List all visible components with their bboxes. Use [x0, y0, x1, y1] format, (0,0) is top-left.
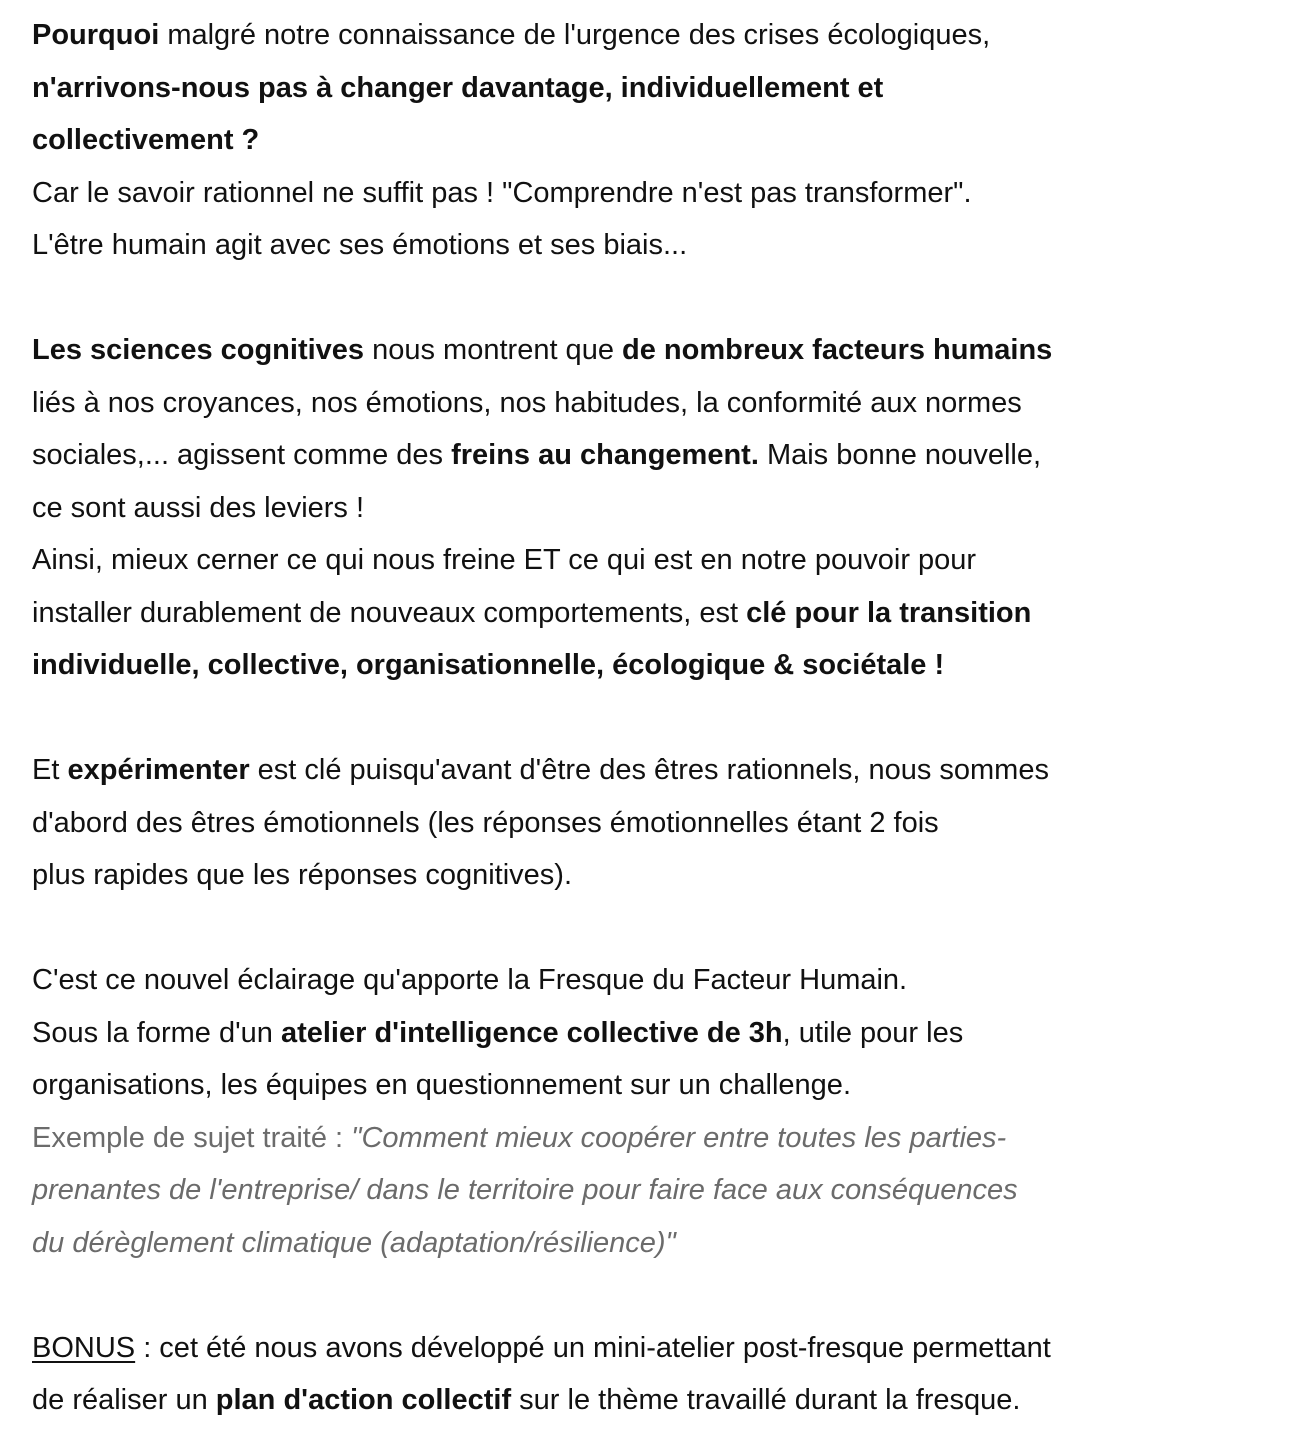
- text-line: [32, 797, 1052, 850]
- text-line: [32, 167, 1052, 220]
- text: sur le thème travaillé durant la fresque.: [511, 1384, 1021, 1416]
- underlined-text: BONUS: [32, 1331, 136, 1364]
- text-line: [32, 849, 1052, 902]
- text-line: [32, 744, 1052, 797]
- example-text: du dérèglement climatique (adaptation/résilience)": [32, 1226, 676, 1259]
- bold-text: atelier d'intelligence collective de 3h: [280, 1016, 783, 1049]
- text-line: [32, 429, 1052, 482]
- text-line: [32, 587, 1052, 640]
- text-line: [32, 482, 1052, 535]
- bold-text: plan d'action collectif: [215, 1384, 512, 1416]
- text: sociales,... agissent comme des: [32, 439, 452, 471]
- text: ce sont aussi des leviers !: [32, 491, 365, 524]
- text: L'être humain agit avec ses émotions et ses biais...: [32, 229, 688, 261]
- text: installer durablement de nouveaux comportements, est: [32, 596, 747, 629]
- example-text: Exemple de sujet traité :: [32, 1121, 352, 1154]
- text: de réaliser un: [32, 1384, 216, 1416]
- text: Et: [32, 754, 68, 786]
- blank-line: [32, 1269, 1052, 1322]
- text-line: [32, 1374, 1052, 1427]
- text-line: [32, 324, 1052, 377]
- bold-text: Pourquoi: [32, 19, 160, 51]
- text: C'est ce nouvel éclairage qu'apporte la Fresque du Facteur Humain.: [32, 964, 908, 996]
- bold-text: freins au changement.: [451, 439, 759, 471]
- text: nous montrent que: [364, 334, 623, 366]
- text-line: [32, 1217, 1052, 1270]
- text: Car le savoir rationnel ne suffit pas ! "Comprendre n'est pas transformer".: [32, 176, 972, 209]
- text-line: [32, 639, 1052, 692]
- blank-line: [32, 272, 1052, 325]
- text-line: [32, 9, 1052, 62]
- bold-text: n'arrivons-nous pas à changer davantage, individuellement et: [32, 71, 884, 104]
- bold-text: clé pour la transition: [746, 596, 1032, 629]
- text: : cet été nous avons développé un mini-atelier post-fresque permettant: [135, 1331, 1051, 1364]
- text-line: [32, 1112, 1052, 1165]
- text-line: [32, 1322, 1052, 1375]
- text-line: [32, 219, 1052, 272]
- text: Sous la forme d'un: [32, 1016, 281, 1049]
- text: Mais bonne nouvelle,: [758, 439, 1042, 471]
- blank-line: [32, 902, 1052, 955]
- bold-text: collectivement ?: [32, 124, 260, 156]
- text: Ainsi, mieux cerner ce qui nous freine ET ce qui est en notre pouvoir pour: [32, 544, 977, 576]
- bold-text: individuelle, collective, organisationnelle, écologique & sociétale !: [32, 649, 945, 681]
- bold-text: de nombreux facteurs humains: [622, 334, 1053, 366]
- text-line: [32, 534, 1052, 587]
- text-line: [32, 1007, 1052, 1060]
- text: plus rapides que les réponses cognitives).: [32, 859, 573, 891]
- text-line: [32, 62, 1052, 115]
- text: liés à nos croyances, nos émotions, nos habitudes, la conformité aux normes: [32, 386, 1022, 419]
- text-line: [32, 1059, 1052, 1112]
- text-line: [32, 114, 1052, 167]
- text: malgré notre connaissance de l'urgence des crises écologiques,: [159, 19, 991, 51]
- text: est clé puisqu'avant d'être des êtres rationnels, nous sommes: [249, 754, 1049, 786]
- blank-line: [32, 692, 1052, 745]
- article-body: [32, 9, 1052, 1427]
- example-text: "Comment mieux coopérer entre toutes les parties-: [351, 1121, 1007, 1154]
- text-line: [32, 1164, 1052, 1217]
- text: d'abord des êtres émotionnels (les réponses émotionnelles étant 2 fois: [32, 806, 939, 839]
- bold-text: expérimenter: [67, 754, 250, 786]
- text-line: [32, 954, 1052, 1007]
- bold-text: Les sciences cognitives: [32, 334, 365, 366]
- text-line: [32, 377, 1052, 430]
- text: organisations, les équipes en questionnement sur un challenge.: [32, 1069, 851, 1101]
- text: , utile pour les: [782, 1016, 964, 1049]
- example-text: prenantes de l'entreprise/ dans le territoire pour faire face aux conséquences: [32, 1174, 1018, 1206]
